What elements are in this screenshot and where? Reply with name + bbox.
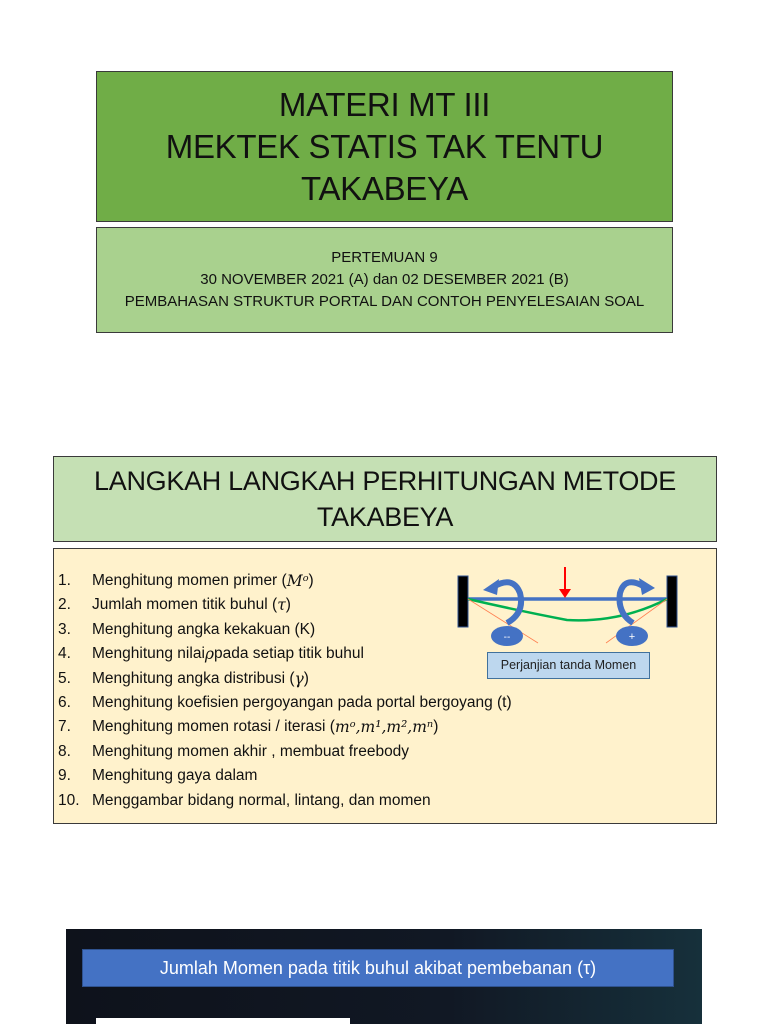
- step-suffix: ): [303, 669, 309, 687]
- step-number: 9.: [58, 767, 71, 785]
- right-support-icon: [667, 576, 677, 627]
- step-text: Menghitung gaya dalam: [92, 767, 258, 785]
- step-number: 10.: [58, 791, 80, 809]
- step-number: 7.: [58, 718, 71, 736]
- step-item: [58, 618, 512, 642]
- step-item: [58, 593, 512, 617]
- step-item: [58, 691, 512, 715]
- step-item: [58, 569, 512, 593]
- step-text: Menghitung momen rotasi / iterasi (: [92, 718, 335, 736]
- meeting-dates: 30 NOVEMBER 2021 (A) dan 02 DESEMBER 2021 (B): [200, 271, 569, 288]
- left-support-icon: [458, 576, 468, 627]
- negative-sign-text: --: [503, 632, 511, 643]
- steps-list: [58, 569, 512, 813]
- step-suffix: ): [285, 596, 291, 614]
- step-number: 6.: [58, 694, 71, 712]
- step-math: Mᵒ: [286, 572, 309, 590]
- load-arrowhead-icon: [559, 589, 571, 598]
- step-text: Menggambar bidang normal, lintang, dan momen: [92, 791, 431, 809]
- step-number: 1.: [58, 572, 71, 589]
- step-number: 4.: [58, 645, 71, 663]
- subtitle-box: [96, 227, 673, 333]
- step-item: [58, 642, 512, 666]
- step-text: Menghitung angka kekakuan (K): [92, 620, 316, 638]
- step-item: [58, 715, 512, 739]
- step-item: [58, 789, 512, 813]
- next-slide-banner: Jumlah Momen pada titik buhul akibat pembebanan (τ): [82, 949, 674, 987]
- title-line-3: TAKABEYA: [301, 169, 468, 207]
- step-suffix: ): [433, 718, 439, 736]
- meeting-topic: PEMBAHASAN STRUKTUR PORTAL DAN CONTOH PENYELESAIAN SOAL: [124, 293, 645, 310]
- step-suffix: pada setiap titik buhul: [214, 645, 364, 663]
- step-number: 5.: [58, 669, 71, 687]
- step-math: τ: [277, 596, 286, 615]
- step-item: [58, 764, 512, 788]
- step-number: 8.: [58, 742, 71, 760]
- positive-sign-text: +: [628, 631, 636, 643]
- step-text: Jumlah momen titik buhul (: [92, 596, 278, 614]
- steps-heading-line-1: LANGKAH LANGKAH PERHITUNGAN METODE: [94, 466, 676, 496]
- step-text: Menghitung momen akhir , membuat freebody: [92, 742, 410, 760]
- steps-heading: [53, 456, 717, 542]
- positive-rotation-arrowhead-icon: [639, 578, 655, 595]
- step-text: Menghitung nilai: [92, 645, 205, 663]
- step-number: 2.: [58, 596, 71, 614]
- step-item: [58, 740, 512, 764]
- step-text: Menghitung koefisien pergoyangan pada portal bergoyang (t): [92, 694, 512, 712]
- title-line-2: MEKTEK STATIS TAK TENTU: [165, 127, 604, 165]
- step-text: Menghitung angka distribusi (: [92, 669, 295, 687]
- step-math: γ: [294, 669, 304, 688]
- negative-rotation-arrowhead-icon: [483, 579, 499, 595]
- next-slide-content-card: [96, 1018, 350, 1028]
- step-suffix: ): [308, 572, 314, 589]
- step-math: mᵒ,m¹,m²,mⁿ: [334, 718, 434, 737]
- deflection-curve: [468, 599, 667, 620]
- step-math: ρ: [204, 645, 215, 664]
- step-number: 3.: [58, 620, 71, 638]
- steps-heading-line-2: TAKABEYA: [316, 502, 454, 532]
- title-line-1: MATERI MT III: [278, 85, 491, 123]
- moment-sign-label: Perjanjian tanda Momen: [487, 652, 650, 679]
- step-text: Menghitung momen primer (: [92, 572, 287, 589]
- title-box: [96, 71, 673, 222]
- meeting-number: PERTEMUAN 9: [331, 249, 438, 266]
- step-item: [58, 667, 512, 691]
